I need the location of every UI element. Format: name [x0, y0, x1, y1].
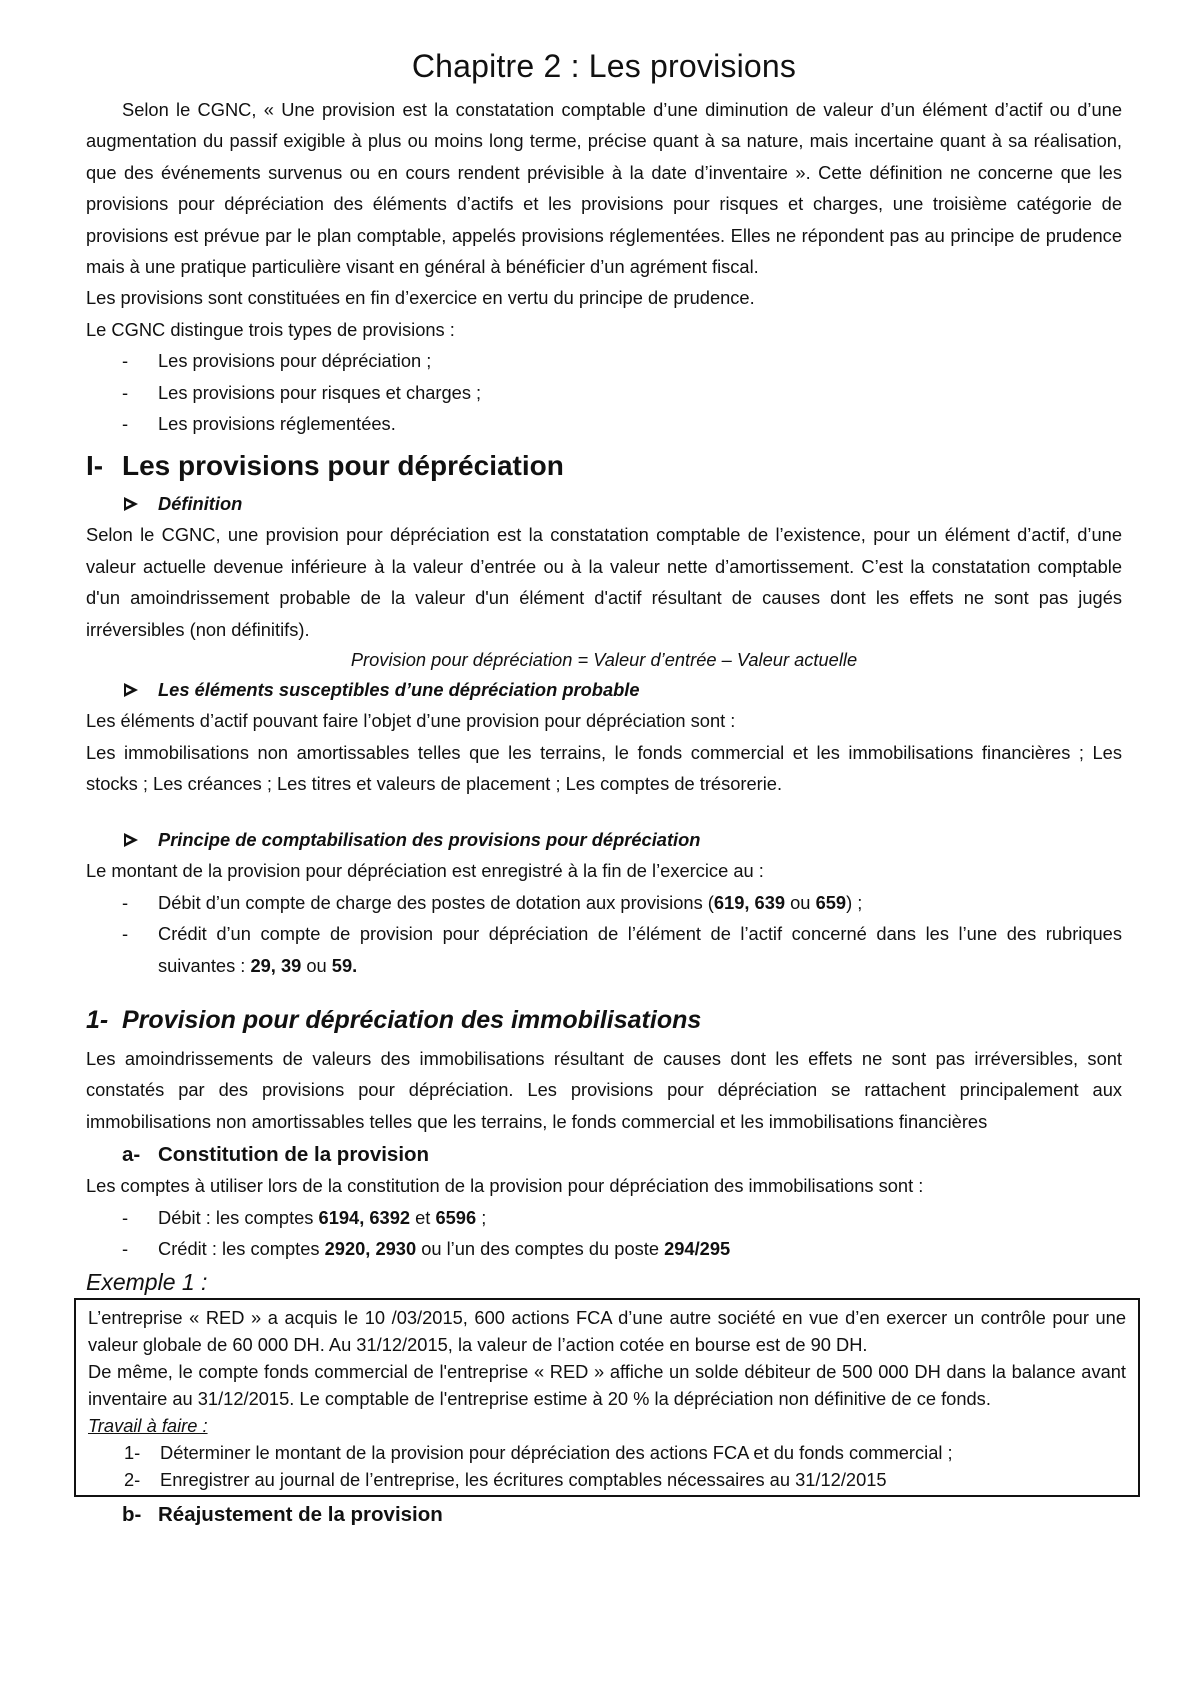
arrow-bullet-icon [124, 833, 138, 847]
list-item: 2- Enregistrer au journal de l’entreprise, les écritures comptables nécessaires au 31/12/2015 [124, 1469, 887, 1491]
immobilisations-paragraph: Les amoindrissements de valeurs des immobilisations résultant de causes dont les effets ne sont pas irréversibles, sont constatés par des provisions pour dépréciation. Les provisions pour dépréciation se rattachent principalement aux immobilisations non amortissables telles que les terrains, le fonds commercial et les immobilisations financières [86, 1047, 1122, 1132]
list-item: - Crédit d’un compte de provision pour dépréciation de l’élément de l’actif concerné dans les l’une des rubriques suivantes : 29, 39 ou 59. [122, 923, 1122, 976]
intro-paragraph: Selon le CGNC, « Une provision est la constatation comptable d’une diminution de valeur d’un élément d’actif ou d’une augmentation du passif exigible à plus ou moins long terme, précise quant à sa nature, mais incertaine quant à sa réalisation, que des événements survenus ou en cours rendent prévisible à la date d’inventaire ». Cette définition ne concerne que les provisions pour dépréciation des éléments d’actifs et les provisions pour risques et charges, une troisième catégorie de provisions est prévue par le plan comptable, appelés provisions réglementées. Elles ne répondent pas au principe de prudence mais à une pratique particulière visant en général à bénéficier d’un agrément fiscal. [86, 99, 1122, 278]
section-heading-depreciation: I- Les provisions pour dépréciation [86, 450, 564, 482]
elements-paragraph: Les immobilisations non amortissables telles que les terrains, le fonds commercial et les immobilisations financières ; Les stocks ; Les créances ; Les titres et valeurs de placement ; Les comptes de trésorerie. [86, 741, 1122, 794]
example-paragraph-1: L’entreprise « RED » a acquis le 10 /03/2015, 600 actions FCA d’une autre société en vue d’en exercer un contrôle pour une valeur globale de 60 000 DH. Au 31/12/2015, la valeur de l’action cotée en bourse est de 90 DH. [88, 1307, 1126, 1356]
subsection-heading-immobilisations: 1- Provision pour dépréciation des immobilisations [86, 1005, 702, 1034]
arrow-bullet-icon [124, 497, 138, 511]
readjustment-heading: b- Réajustement de la provision [122, 1503, 443, 1527]
principle-lead: Le montant de la provision pour dépréciation est enregistré à la fin de l’exercice au : [86, 860, 764, 882]
elements-label: Les éléments susceptibles d’une dépréciation probable [86, 675, 1122, 705]
example-box [74, 1298, 1140, 1497]
document-page [86, 44, 1126, 1530]
list-item: - Les provisions réglementées. [122, 413, 396, 435]
constitution-lead: Les comptes à utiliser lors de la constitution de la provision pour dépréciation des immobilisations sont : [86, 1175, 924, 1197]
example-paragraph-2: De même, le compte fonds commercial de l'entreprise « RED » affiche un solde débiteur de 500 000 DH dans la balance avant inventaire au 31/12/2015. Le comptable de l'entreprise estime à 20 % la dépréciation non définitive de ce fonds. [88, 1361, 1126, 1410]
definition-paragraph: Selon le CGNC, une provision pour dépréciation est la constatation comptable de l’existence, pour un élément d’actif, d’une valeur actuelle devenue inférieure à la valeur d’entrée ou à la valeur nette d’amortissement. C’est la constatation comptable d'un amoindrissement probable de la valeur d'un élément d'actif résultant de causes dont les effets ne sont pas jugés irréversibles (non définitifs). [86, 524, 1122, 640]
constitution-heading: a- Constitution de la provision [122, 1143, 430, 1167]
principle-list [86, 887, 1122, 981]
list-item: - Débit d’un compte de charge des postes de dotation aux provisions (619, 639 ou 659) ; [122, 891, 863, 913]
work-label: Travail à faire : [88, 1415, 208, 1437]
tasks-list [88, 1439, 1126, 1493]
list-item: - Les provisions pour dépréciation ; [122, 350, 432, 372]
list-item: 1- Déterminer le montant de la provision pour dépréciation des actions FCA et du fonds commercial ; [124, 1442, 953, 1464]
page-title: Chapitre 2 : Les provisions [411, 48, 797, 84]
provision-types-list [86, 345, 1122, 439]
intro-types-lead: Le CGNC distingue trois types de provisions : [86, 318, 455, 340]
intro-prudence: Les provisions sont constituées en fin d’exercice en vertu du principe de prudence. [86, 287, 755, 309]
list-item: - Crédit : les comptes 2920, 2930 ou l’un des comptes du poste 294/295 [122, 1237, 731, 1259]
list-item: - Les provisions pour risques et charges ; [122, 381, 482, 403]
example-title: Exemple 1 : [86, 1269, 208, 1296]
depreciation-formula: Provision pour dépréciation = Valeur d’entrée – Valeur actuelle [350, 649, 858, 671]
arrow-bullet-icon [124, 683, 138, 697]
elements-lead: Les éléments d’actif pouvant faire l’objet d’une provision pour dépréciation sont : [86, 710, 736, 732]
principle-label: Principe de comptabilisation des provisions pour dépréciation [86, 825, 1122, 855]
constitution-accounts-list [86, 1202, 1122, 1265]
definition-label: Définition [86, 489, 1122, 519]
list-item: - Débit : les comptes 6194, 6392 et 6596 ; [122, 1206, 487, 1228]
